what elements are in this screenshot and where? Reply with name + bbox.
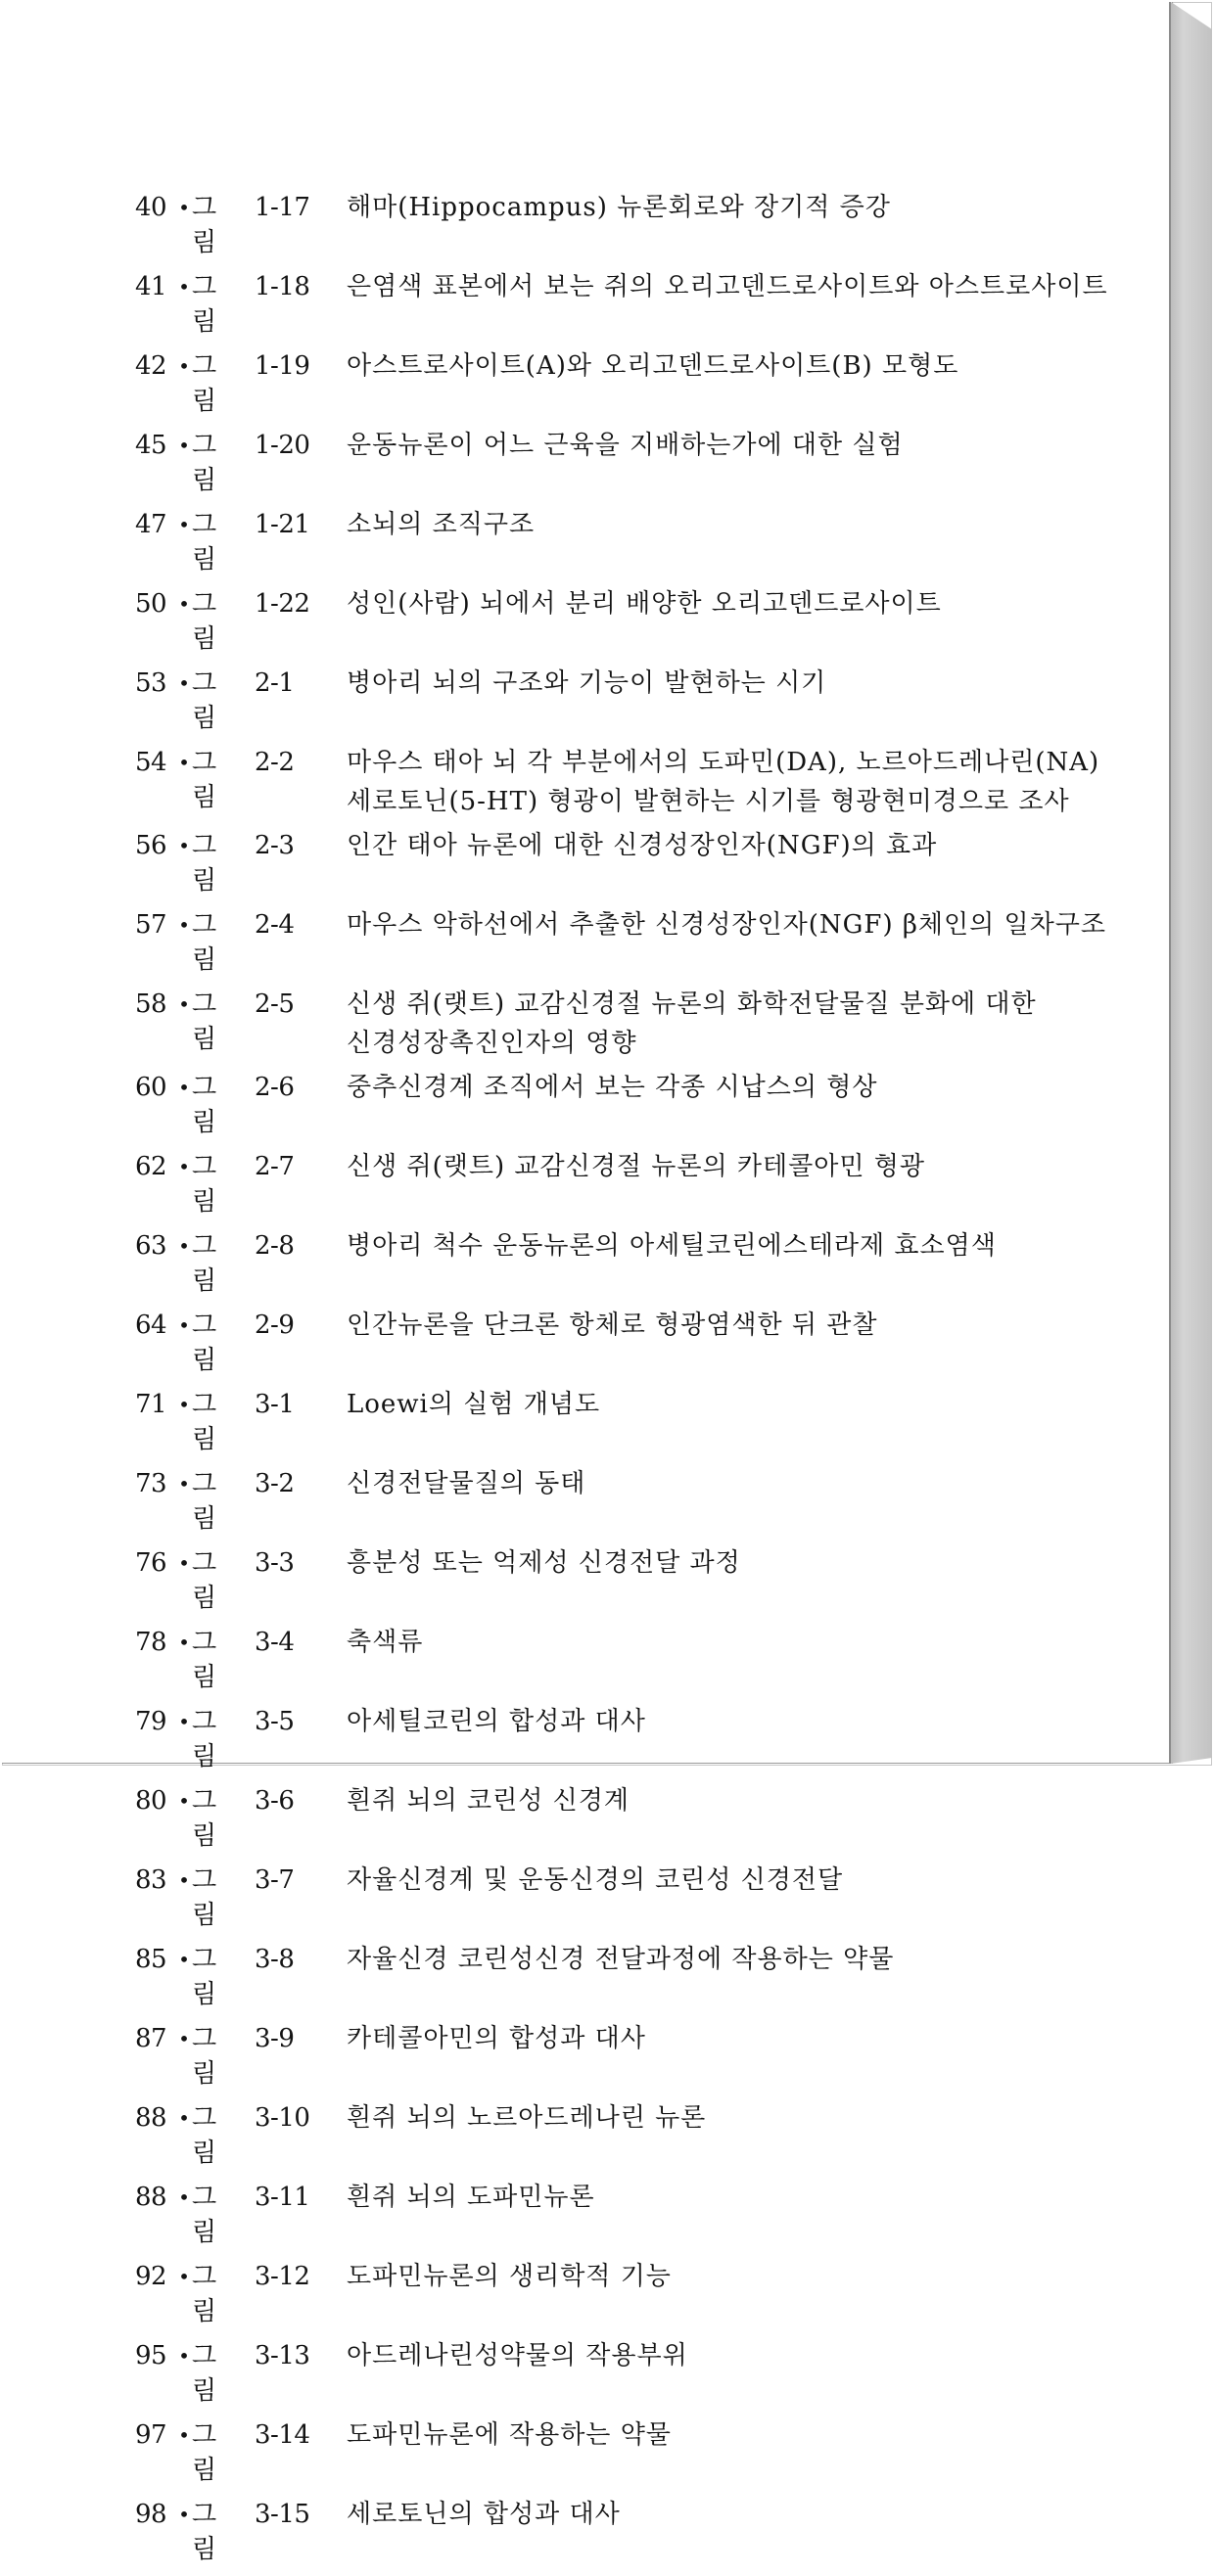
figure-label: 그림 <box>192 1152 218 1217</box>
figure-title <box>347 2497 1114 2532</box>
figure-title <box>347 269 1114 304</box>
figure-number: 3-1 <box>255 1390 295 1419</box>
figure-title-line: 도파민뉴론에 작용하는 약물 <box>347 2420 672 2450</box>
bullet-icon: • <box>178 2503 190 2526</box>
figure-title <box>347 828 1114 863</box>
figure-title <box>347 507 1114 542</box>
figure-title-line: 신생 쥐(랫트) 교감신경절 뉴론의 카테콜아민 형광 <box>347 1152 925 1181</box>
page-number: 97 <box>135 2420 167 2450</box>
figure-label: 그림 <box>192 989 218 1054</box>
page-number: 41 <box>135 272 167 301</box>
figure-title <box>347 1863 1114 1898</box>
bullet-icon: • <box>178 671 190 695</box>
page-edge-line <box>1169 2 1171 1764</box>
bullet-icon: • <box>178 2344 190 2368</box>
figure-title <box>347 1942 1114 1977</box>
figure-entry <box>135 1149 1114 1219</box>
figure-title <box>347 1308 1114 1343</box>
figure-entry <box>135 1625 1114 1695</box>
figure-label: 그림 <box>192 589 218 654</box>
figure-label: 그림 <box>192 2500 218 2564</box>
figure-label: 그림 <box>192 910 218 975</box>
figure-title <box>347 1228 1114 1264</box>
bullet-icon: • <box>178 592 190 616</box>
figure-entry <box>135 428 1114 498</box>
figure-label: 그림 <box>192 2262 218 2326</box>
bullet-icon: • <box>178 1393 190 1416</box>
figure-number: 1-17 <box>255 193 310 222</box>
figure-number: 3-11 <box>255 2183 310 2212</box>
page-number: 64 <box>135 1311 167 1340</box>
figure-entry <box>135 907 1114 978</box>
figure-label: 그림 <box>192 431 218 495</box>
figure-entry <box>135 1387 1114 1457</box>
figure-number: 3-12 <box>255 2262 310 2291</box>
figure-number: 2-8 <box>255 1231 295 1261</box>
figure-title-line: 흥분성 또는 억제성 신경전달 과정 <box>347 1548 741 1578</box>
figure-number: 3-13 <box>255 2341 310 2370</box>
figure-number: 2-7 <box>255 1152 295 1181</box>
figure-title-line: 인간뉴론을 단크론 항체로 형광염색한 뒤 관찰 <box>347 1311 878 1340</box>
page-number: 88 <box>135 2103 167 2133</box>
page-number: 80 <box>135 1786 167 1816</box>
figure-entry <box>135 2417 1114 2488</box>
figure-entry <box>135 2021 1114 2092</box>
bullet-icon: • <box>178 1948 190 1971</box>
page-number: 57 <box>135 910 167 940</box>
figure-title <box>347 586 1114 621</box>
figure-title <box>347 1783 1114 1818</box>
page-number: 73 <box>135 1469 167 1498</box>
figure-number: 1-21 <box>255 510 310 539</box>
figure-title <box>347 1070 1114 1105</box>
figure-entry <box>135 190 1114 260</box>
figure-title-line: 세로토닌의 합성과 대사 <box>347 2500 621 2529</box>
bullet-icon: • <box>178 275 190 299</box>
figure-title <box>347 1466 1114 1501</box>
figure-entry <box>135 586 1114 657</box>
page-number: 50 <box>135 589 167 619</box>
bullet-icon: • <box>178 1631 190 1654</box>
figure-title <box>347 190 1114 225</box>
figure-label: 그림 <box>192 831 218 896</box>
figure-title <box>347 666 1114 701</box>
bullet-icon: • <box>178 1551 190 1575</box>
page-number: 87 <box>135 2024 167 2053</box>
figure-entry <box>135 987 1114 1061</box>
bullet-icon: • <box>178 434 190 457</box>
figure-label: 그림 <box>192 1865 218 1930</box>
figure-number: 3-8 <box>255 1945 295 1974</box>
figure-title <box>347 2180 1114 2215</box>
figure-label: 그림 <box>192 2420 218 2485</box>
figure-label: 그림 <box>192 1073 218 1137</box>
figure-title <box>347 1387 1114 1422</box>
figure-title-line: 마우스 태아 뇌 각 부분에서의 도파민(DA), 노르아드레나린(NA) <box>347 748 1100 777</box>
figure-title <box>347 1149 1114 1184</box>
figure-number: 3-9 <box>255 2024 295 2053</box>
figure-label: 그림 <box>192 272 218 337</box>
figure-list <box>135 190 1114 2576</box>
figure-title <box>347 1704 1114 1739</box>
figure-entry <box>135 1942 1114 2012</box>
figure-entry <box>135 1863 1114 1933</box>
page-number: 40 <box>135 193 167 222</box>
figure-title-line: 흰쥐 뇌의 코린성 신경계 <box>347 1786 630 1816</box>
figure-number: 2-3 <box>255 831 295 860</box>
figure-entry <box>135 745 1114 819</box>
figure-label: 그림 <box>192 1707 218 1771</box>
page-number: 42 <box>135 351 167 381</box>
figure-label: 그림 <box>192 1548 218 1613</box>
bullet-icon: • <box>178 2027 190 2050</box>
figure-title <box>347 2259 1114 2294</box>
figure-title-line: 해마(Hippocampus) 뉴론회로와 장기적 증강 <box>347 193 891 222</box>
figure-title-line: 아스트로사이트(A)와 오리고덴드로사이트(B) 모형도 <box>347 351 959 381</box>
page-number: 54 <box>135 748 167 777</box>
figure-entry <box>135 1228 1114 1299</box>
figure-title-line: 마우스 악하선에서 추출한 신경성장인자(NGF) β체인의 일차구조 <box>347 910 1106 940</box>
figure-title <box>347 987 1114 1061</box>
figure-number: 3-10 <box>255 2103 310 2133</box>
figure-label: 그림 <box>192 1945 218 2009</box>
figure-title-line: 흰쥐 뇌의 도파민뉴론 <box>347 2183 595 2212</box>
figure-entry <box>135 1783 1114 1854</box>
figure-label: 그림 <box>192 193 218 257</box>
page-number: 56 <box>135 831 167 860</box>
figure-number: 3-5 <box>255 1707 295 1736</box>
figure-title <box>347 2100 1114 2136</box>
page-number: 79 <box>135 1707 167 1736</box>
figure-title-line: 흰쥐 뇌의 노르아드레나린 뉴론 <box>347 2103 707 2133</box>
figure-title-line: 자율신경계 및 운동신경의 코린성 신경전달 <box>347 1865 844 1895</box>
figure-title-line-2: 세로토닌(5-HT) 형광이 발현하는 시기를 형광현미경으로 조사 <box>347 787 1070 816</box>
figure-entry <box>135 1070 1114 1140</box>
figure-number: 3-15 <box>255 2500 310 2529</box>
bullet-icon: • <box>178 513 190 536</box>
bullet-icon: • <box>178 913 190 937</box>
figure-title-line: 병아리 뇌의 구조와 기능이 발현하는 시기 <box>347 668 827 698</box>
figure-number: 2-4 <box>255 910 295 940</box>
figure-title-line: 인간 태아 뉴론에 대한 신경성장인자(NGF)의 효과 <box>347 831 938 860</box>
figure-label: 그림 <box>192 351 218 416</box>
book-spine-shadow <box>1171 2 1212 1764</box>
bullet-icon: • <box>178 992 190 1016</box>
figure-label: 그림 <box>192 1231 218 1296</box>
figure-number: 3-6 <box>255 1786 295 1816</box>
figure-entry <box>135 2259 1114 2329</box>
figure-number: 3-2 <box>255 1469 295 1498</box>
page-number: 58 <box>135 989 167 1019</box>
figure-title-line: 카테콜아민의 합성과 대사 <box>347 2024 646 2053</box>
page-number: 88 <box>135 2183 167 2212</box>
figure-number: 3-3 <box>255 1548 295 1578</box>
bullet-icon: • <box>178 354 190 378</box>
figure-title-line: 병아리 척수 운동뉴론의 아세틸코린에스테라제 효소염색 <box>347 1231 997 1261</box>
figure-label: 그림 <box>192 2183 218 2247</box>
page-number: 47 <box>135 510 167 539</box>
figure-title-line: 도파민뉴론의 생리학적 기능 <box>347 2262 672 2291</box>
page-number: 92 <box>135 2262 167 2291</box>
figure-entry <box>135 1545 1114 1616</box>
bullet-icon: • <box>178 196 190 219</box>
figure-title <box>347 2021 1114 2056</box>
page-number: 62 <box>135 1152 167 1181</box>
figure-label: 그림 <box>192 668 218 733</box>
figure-label: 그림 <box>192 1469 218 1534</box>
figure-number: 2-5 <box>255 989 295 1019</box>
figure-number: 2-1 <box>255 668 295 698</box>
figure-title-line: Loewi의 실험 개념도 <box>347 1390 601 1419</box>
figure-entry <box>135 1308 1114 1378</box>
bullet-icon: • <box>178 1313 190 1337</box>
bullet-icon: • <box>178 834 190 857</box>
figure-title-line: 소뇌의 조직구조 <box>347 510 536 539</box>
figure-label: 그림 <box>192 2103 218 2168</box>
figure-title-line: 신경전달물질의 동태 <box>347 1469 586 1498</box>
figure-entry <box>135 348 1114 419</box>
bullet-icon: • <box>178 2185 190 2209</box>
page-number: 95 <box>135 2341 167 2370</box>
figure-entry <box>135 269 1114 340</box>
figure-entry <box>135 2180 1114 2250</box>
bullet-icon: • <box>178 2265 190 2288</box>
figure-title-line: 운동뉴론이 어느 근육을 지배하는가에 대한 실험 <box>347 431 904 460</box>
figure-title <box>347 1545 1114 1581</box>
figure-entry <box>135 2338 1114 2409</box>
figure-number: 3-7 <box>255 1865 295 1895</box>
page-number: 53 <box>135 668 167 698</box>
figure-label: 그림 <box>192 2024 218 2089</box>
figure-title-line: 은염색 표본에서 보는 쥐의 오리고덴드로사이트와 아스트로사이트 <box>347 272 1108 301</box>
figure-number: 1-20 <box>255 431 310 460</box>
page-number: 78 <box>135 1628 167 1657</box>
figure-label: 그림 <box>192 1390 218 1454</box>
figure-label: 그림 <box>192 1786 218 1851</box>
figure-entry <box>135 507 1114 577</box>
figure-number: 2-6 <box>255 1073 295 1102</box>
figure-entry <box>135 1466 1114 1537</box>
figure-label: 그림 <box>192 1311 218 1375</box>
figure-number: 2-2 <box>255 748 295 777</box>
figure-title <box>347 348 1114 384</box>
figure-title-line-2: 신경성장촉진인자의 영향 <box>347 1029 637 1058</box>
figure-title <box>347 907 1114 943</box>
figure-number: 1-18 <box>255 272 310 301</box>
figure-label: 그림 <box>192 1628 218 1692</box>
figure-title-line: 아세틸코린의 합성과 대사 <box>347 1707 646 1736</box>
figure-title-line: 성인(사람) 뇌에서 분리 배양한 오리고덴드로사이트 <box>347 589 942 619</box>
page-number: 83 <box>135 1865 167 1895</box>
page-number: 76 <box>135 1548 167 1578</box>
figure-title <box>347 2417 1114 2453</box>
figure-number: 3-14 <box>255 2420 310 2450</box>
figure-title <box>347 2338 1114 2373</box>
figure-number: 3-4 <box>255 1628 295 1657</box>
figure-entry <box>135 828 1114 898</box>
page-number: 71 <box>135 1390 167 1419</box>
figure-entry <box>135 1704 1114 1774</box>
figure-title-line: 아드레나린성약물의 작용부위 <box>347 2341 688 2370</box>
figure-number: 2-9 <box>255 1311 295 1340</box>
figure-entry <box>135 666 1114 736</box>
bullet-icon: • <box>178 1234 190 1258</box>
page-number: 63 <box>135 1231 167 1261</box>
figure-number: 1-22 <box>255 589 310 619</box>
page-number: 60 <box>135 1073 167 1102</box>
bullet-icon: • <box>178 1155 190 1178</box>
bullet-icon: • <box>178 751 190 774</box>
figure-title-line: 축색류 <box>347 1628 424 1657</box>
bullet-icon: • <box>178 1868 190 1892</box>
figure-title <box>347 745 1114 819</box>
figure-number: 1-19 <box>255 351 310 381</box>
page-number: 98 <box>135 2500 167 2529</box>
bullet-icon: • <box>178 1472 190 1495</box>
figure-label: 그림 <box>192 510 218 575</box>
bullet-icon: • <box>178 1076 190 1099</box>
page-number: 85 <box>135 1945 167 1974</box>
bullet-icon: • <box>178 1789 190 1813</box>
figure-label: 그림 <box>192 2341 218 2406</box>
figure-title-line: 자율신경 코린성신경 전달과정에 작용하는 약물 <box>347 1945 895 1974</box>
figure-title-line: 신생 쥐(랫트) 교감신경절 뉴론의 화학전달물질 분화에 대한 <box>347 989 1037 1019</box>
figure-entry <box>135 2100 1114 2171</box>
figure-title <box>347 1625 1114 1660</box>
figure-title-line: 중추신경계 조직에서 보는 각종 시납스의 형상 <box>347 1073 878 1102</box>
bullet-icon: • <box>178 2423 190 2447</box>
bullet-icon: • <box>178 1710 190 1733</box>
page-number: 45 <box>135 431 167 460</box>
figure-label: 그림 <box>192 748 218 812</box>
bullet-icon: • <box>178 2106 190 2130</box>
figure-title <box>347 428 1114 463</box>
figure-entry <box>135 2497 1114 2567</box>
